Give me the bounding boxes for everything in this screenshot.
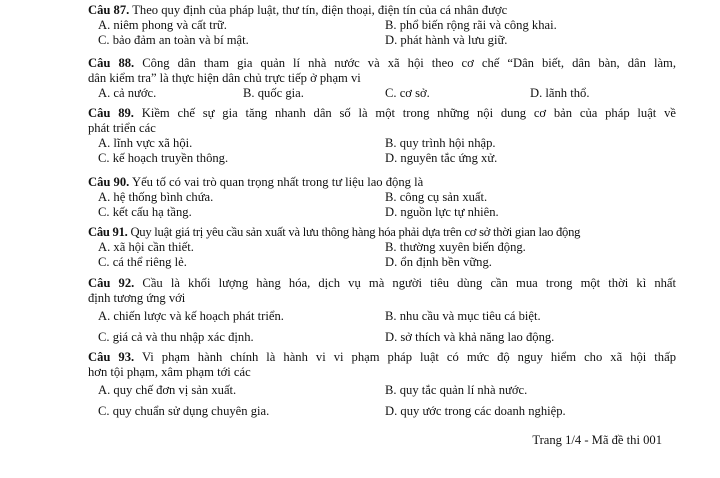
option-row [88, 136, 676, 151]
option-row [88, 383, 676, 398]
question-number: Câu 91. [88, 225, 128, 239]
question-92 [88, 276, 676, 345]
option-b: B. quy tắc quản lí nhà nước. [385, 383, 528, 397]
option-d: D. nguyên tắc ứng xử. [385, 151, 498, 165]
question-stem: Câu 90. Yếu tố có vai trò quan trọng nhất trong tư liệu lao động là [88, 175, 424, 189]
question-stem: Câu 93. Vi phạm hành chính là hành vi vi phạm pháp luật có mức độ nguy hiểm cho xã hội thấp [88, 350, 676, 364]
option-row [88, 18, 676, 33]
question-number: Câu 87. [88, 3, 130, 17]
page-footer: Trang 1/4 - Mã đề thi 001 [532, 433, 662, 447]
question-stem: Câu 87. Theo quy định của pháp luật, thư tín, điện thoại, điện tín của cá nhân được [88, 3, 508, 17]
question-number: Câu 90. [88, 175, 130, 189]
option-a: A. lĩnh vực xã hội. [98, 136, 193, 150]
option-row [88, 205, 676, 220]
option-a: A. niêm phong và cất trữ. [98, 18, 227, 32]
option-b: B. thường xuyên biến động. [385, 240, 526, 254]
option-b: B. quốc gia. [243, 86, 304, 100]
question-90 [88, 175, 676, 220]
option-d: D. ổn định bền vững. [385, 255, 492, 269]
question-stem: Câu 91. Quy luật giá trị yêu cầu sản xuất và lưu thông hàng hóa phải dựa trên cơ sở thời gian lao động [88, 225, 581, 239]
option-b: B. công cụ sản xuất. [385, 190, 488, 204]
option-c: C. kết cấu hạ tầng. [98, 205, 192, 219]
question-stem: Câu 88. Công dân tham gia quản lí nhà nước và xã hội theo cơ chế “Dân biết, dân bàn, dân làm, [88, 56, 676, 70]
question-stem-continued: hơn tội phạm, xâm phạm tới các [88, 365, 251, 379]
option-d: D. nguồn lực tự nhiên. [385, 205, 499, 219]
option-c: C. kế hoạch truyền thông. [98, 151, 229, 165]
question-stem: Câu 89. Kiềm chế sự gia tăng nhanh dân số là một trong những nội dung cơ bản của pháp luật về [88, 106, 676, 120]
question-number: Câu 89. [88, 106, 134, 120]
question-number: Câu 92. [88, 276, 135, 290]
question-number: Câu 93. [88, 350, 135, 364]
option-row [88, 151, 676, 166]
question-stem: Câu 92. Cầu là khối lượng hàng hóa, dịch vụ mà người tiêu dùng cần mua trong một thời kì nhất [88, 276, 677, 290]
option-d: D. lãnh thổ. [530, 86, 590, 100]
option-c: C. bảo đảm an toàn và bí mật. [98, 33, 249, 47]
option-c: C. cơ sở. [385, 86, 430, 100]
option-row [88, 404, 676, 419]
option-a: A. quy chế đơn vị sản xuất. [98, 383, 237, 397]
question-number: Câu 88. [88, 56, 135, 70]
option-a: A. hệ thống bình chứa. [98, 190, 214, 204]
option-b: B. phổ biến rộng rãi và công khai. [385, 18, 557, 32]
option-row [88, 86, 676, 101]
option-row [88, 309, 676, 324]
question-stem-continued: phát triển các [88, 121, 156, 135]
question-87 [88, 3, 676, 48]
question-89 [88, 106, 676, 166]
option-row [88, 330, 676, 345]
option-a: A. xã hội cần thiết. [98, 240, 194, 254]
question-91 [88, 225, 676, 270]
option-d: D. phát hành và lưu giữ. [385, 33, 508, 47]
option-b: B. nhu cầu và mục tiêu cá biệt. [385, 309, 541, 323]
question-88 [88, 56, 676, 101]
option-b: B. quy trình hội nhập. [385, 136, 496, 150]
question-stem-continued: định tương ứng với [88, 291, 186, 305]
option-row [88, 255, 676, 270]
option-a: A. cả nước. [98, 86, 157, 100]
option-c: C. cá thể riêng lẻ. [98, 255, 187, 269]
option-row [88, 240, 676, 255]
option-a: A. chiến lược và kế hoạch phát triển. [98, 309, 284, 323]
option-c: C. quy chuẩn sử dụng chuyên gia. [98, 404, 270, 418]
question-stem-continued: dân kiểm tra” là thực hiện dân chủ trực tiếp ở phạm vi [88, 71, 361, 85]
option-c: C. giá cả và thu nhập xác định. [98, 330, 254, 344]
option-row [88, 33, 676, 48]
option-row [88, 190, 676, 205]
option-d: D. quy ước trong các doanh nghiệp. [385, 404, 566, 418]
question-93 [88, 350, 676, 419]
option-d: D. sở thích và khả năng lao động. [385, 330, 555, 344]
